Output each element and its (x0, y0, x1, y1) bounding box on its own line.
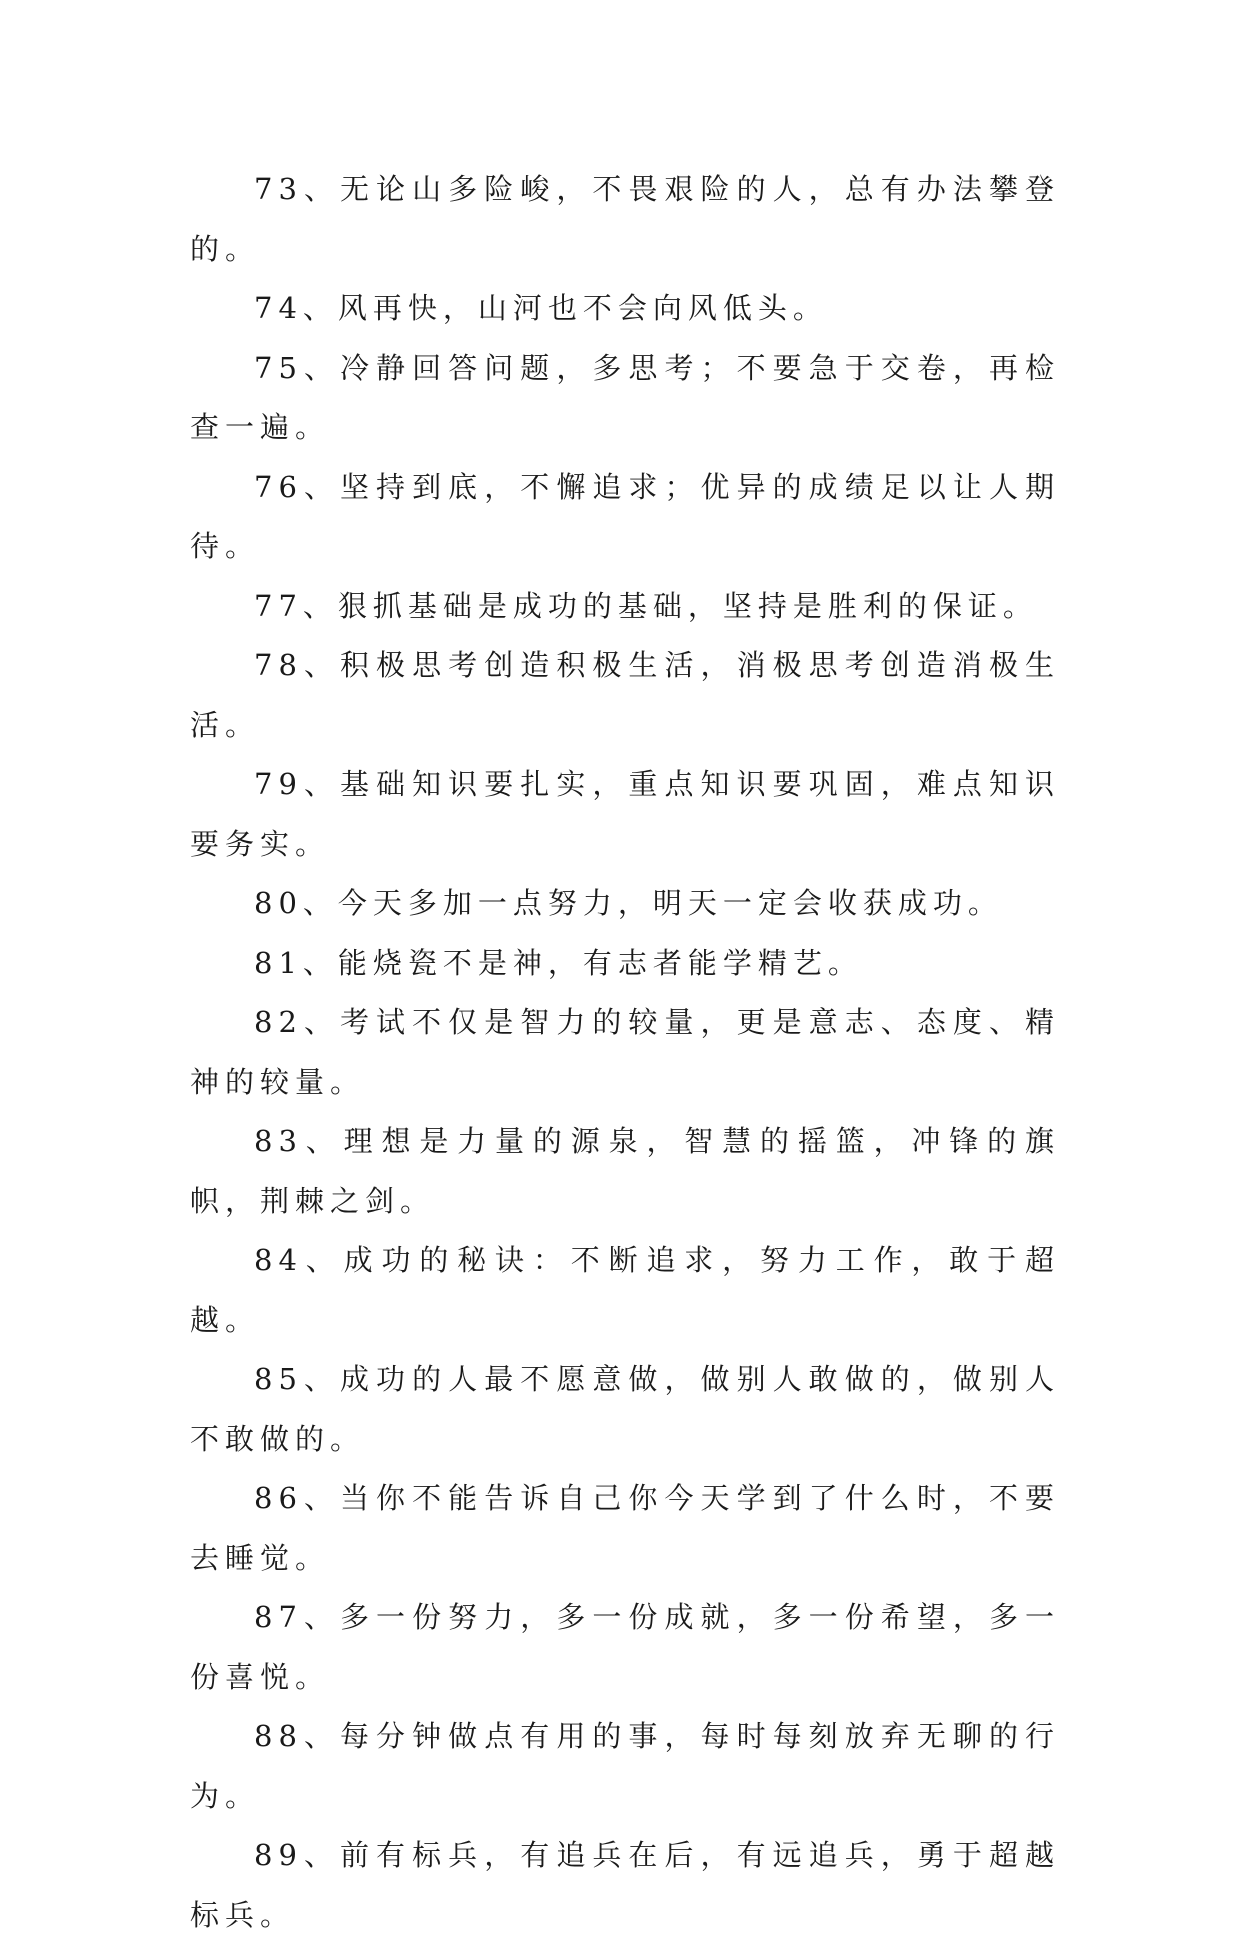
paragraph-74: 74、风再快，山河也不会向风低头。 (254, 291, 828, 325)
paragraph-83: 83、理想是力量的源泉，智慧的摇篮，冲锋的旗帜，荆棘之剑。 (190, 1124, 1060, 1218)
paragraph-79: 79、基础知识要扎实，重点知识要巩固，难点知识要务实。 (190, 767, 1060, 861)
paragraph-80: 80、今天多加一点努力，明天一定会收获成功。 (254, 886, 1003, 920)
paragraph-87: 87、多一份努力，多一份成就，多一份希望，多一份喜悦。 (190, 1600, 1060, 1694)
paragraph-77: 77、狠抓基础是成功的基础，坚持是胜利的保证。 (254, 588, 1038, 623)
paragraph-75: 75、冷静回答问题，多思考；不要急于交卷，再检查一遍。 (190, 350, 1060, 444)
paragraph-89: 89、前有标兵，有追兵在后，有远追兵，勇于超越标兵。 (190, 1838, 1060, 1932)
paragraph-85: 85、成功的人最不愿意做，做别人敢做的，做别人不敢做的。 (190, 1362, 1060, 1456)
document-body (190, 160, 1060, 1945)
paragraph-86: 86、当你不能告诉自己你今天学到了什么时，不要去睡觉。 (190, 1481, 1060, 1575)
paragraph-73: 73、无论山多险峻，不畏艰险的人，总有办法攀登的。 (190, 172, 1060, 266)
paragraph-88: 88、每分钟做点有用的事，每时每刻放弃无聊的行为。 (190, 1719, 1060, 1813)
paragraph-76: 76、坚持到底，不懈追求；优异的成绩足以让人期待。 (190, 469, 1060, 563)
paragraph-78: 78、积极思考创造积极生活，消极思考创造消极生活。 (190, 648, 1060, 742)
paragraph-84: 84、成功的秘诀：不断追求，努力工作，敢于超越。 (190, 1243, 1060, 1337)
paragraph-82: 82、考试不仅是智力的较量，更是意志、态度、精神的较量。 (190, 1005, 1060, 1099)
paragraph-81: 81、能烧瓷不是神，有志者能学精艺。 (254, 945, 863, 980)
